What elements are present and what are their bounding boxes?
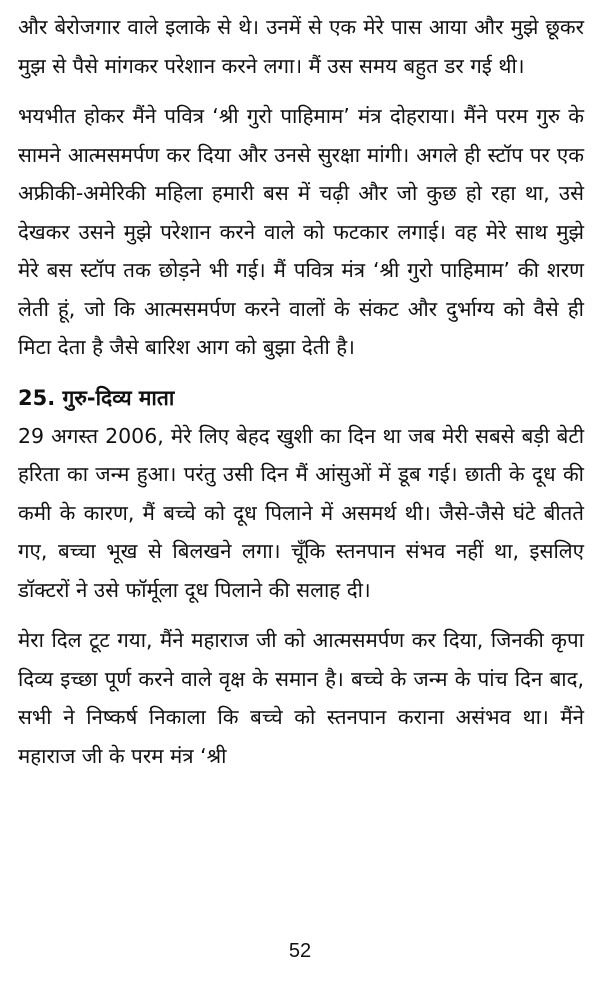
paragraph-2: भयभीत होकर मैंने पवित्र ‘श्री गुरो पाहिमाम’ मंत्र दोहराया। मैंने परम गुरु के सामने आत्मसमर्पण कर दिया और उनसे सुरक्षा मांगी। अगले ही स्टॉप पर एक अफ्रीकी-अमेरिकी महिला हमारी बस में चढ़ी और जो कुछ हो रहा था, उसे देखकर उसने मुझे परेशान करने वाले को फटकार लगाई। वह मेरे साथ मुझे मेरे बस स्टॉप तक छोड़ने भी गई। मैं पवित्र मंत्र ‘श्री गुरो पाहिमाम’ की शरण लेती हूं, जो कि आत्मसमर्पण करने वालों के संकट और दुर्भाग्य को वैसे ही मिटा देता है जैसे बारिश आग को बुझा देती है।: [18, 104, 584, 359]
section-heading: 25. गुरु-दिव्य माता: [18, 385, 175, 410]
section-paragraph-2: मेरा दिल टूट गया, मैंने महाराज जी को आत्मसमर्पण कर दिया, जिनकी कृपा दिव्य इच्छा पूर्ण करने वाले वृक्ष के समान है। बच्चे के जन्म के पांच दिन बाद, सभी ने निष्कर्ष निकाला कि बच्चे को स्तनपान कराना असंभव था। मैंने महाराज जी के परम मंत्र ‘श्री: [18, 628, 584, 768]
page-body: [18, 8, 584, 775]
paragraph-1: और बेरोजगार वाले इलाके से थे। उनमें से एक मेरे पास आया और मुझे छूकर मुझ से पैसे मांगकर परेशान करने लगा। मैं उस समय बहुत डर गई थी।: [18, 15, 584, 78]
page-number: 52: [288, 940, 312, 962]
section-paragraph-1: 29 अगस्त 2006, मेरे लिए बेहद खुशी का दिन था जब मेरी सबसे बड़ी बेटी हरिता का जन्म हुआ। परंतु उसी दिन मैं आंसुओं में डूब गई। छाती के दूध की कमी के कारण, मैं बच्चे को दूध पिलाने में असमर्थ थी। जैसे-जैसे घंटे बीतते गए, बच्चा भूख से बिलखने लगा। चूँकि स्तनपान संभव नहीं था, इसलिए डॉक्टरों ने उसे फॉर्मूला दूध पिलाने की सलाह दी।: [18, 423, 584, 602]
